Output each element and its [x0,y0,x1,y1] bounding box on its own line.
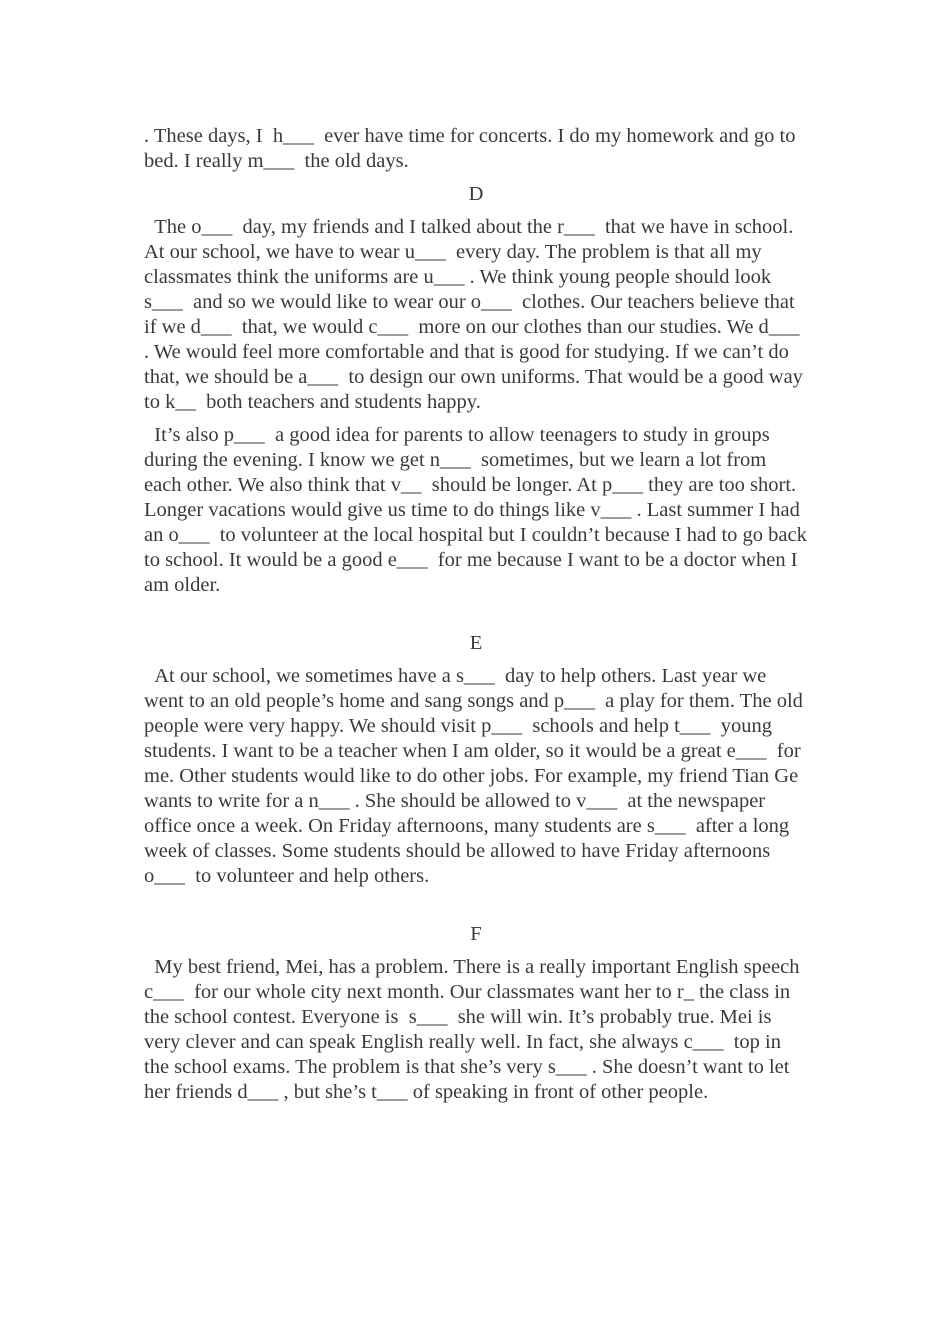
spacer [144,889,808,922]
spacer [144,207,808,215]
section-e-heading: E [469,632,483,654]
spacer [144,415,808,423]
spacer [144,598,808,631]
section-d-paragraph-2: It’s also p___ a good idea for parents to allow teenagers to study in groups during the evening. I know we get n___ sometimes, but we learn a lot from each other. We also think that v__ should be longer. At p___ they are too short. Longer vacations would give us time to do things like v___ . Last summer I had an o___ to volunteer at the local hospital but I couldn’t because I had to go back to school. It would be a good e___ for me because I want to be a doctor when I am older. [144,424,812,596]
section-f-heading: F [470,923,482,945]
spacer [144,947,808,955]
intro-paragraph: . These days, I h___ ever have time for concerts. I do my homework and go to bed. I really m___ the old days. [144,125,801,172]
section-e-paragraph-1: At our school, we sometimes have a s___ day to help others. Last year we went to an old people’s home and sang songs and p___ a play for them. The old people were very happy. We should visit p___ schools and help t___ young students. I want to be a teacher when I am older, so it would be a great e___ for me. Other students would like to do other jobs. For example, my friend Tian Ge wants to write for a n___ . She should be allowed to v___ at the newspaper office once a week. On Friday afternoons, many students are s___ after a long week of classes. Some students should be allowed to have Friday afternoons o___ to volunteer and help others. [144,665,809,887]
document-page [144,124,812,1105]
spacer [144,174,808,182]
section-f-paragraph-1: My best friend, Mei, has a problem. There is a really important English speech c___ for our whole city next month. Our classmates want her to r_ the class in the school contest. Everyone is s___ she will win. It’s probably true. Mei is very clever and can speak English really well. In fact, she always c___ top in the school exams. The problem is that she’s very s___ . She doesn’t want to let her friends d___ , but she’s t___ of speaking in front of other people. [144,956,805,1103]
spacer [144,656,808,664]
section-d-heading: D [468,183,484,205]
section-d-paragraph-1: The o___ day, my friends and I talked about the r___ that we have in school. At our school, we have to wear u___ every day. The problem is that all my classmates think the uniforms are u___ . We think young people should look s___ and so we would like to wear our o___ clothes. Our teachers believe that if we d___ that, we would c___ more on our clothes than our studies. We d___ . We would feel more comfortable and that is good for studying. If we can’t do that, we should be a___ to design our own uniforms. That would be a good way to k__ both teachers and students happy. [144,216,809,413]
